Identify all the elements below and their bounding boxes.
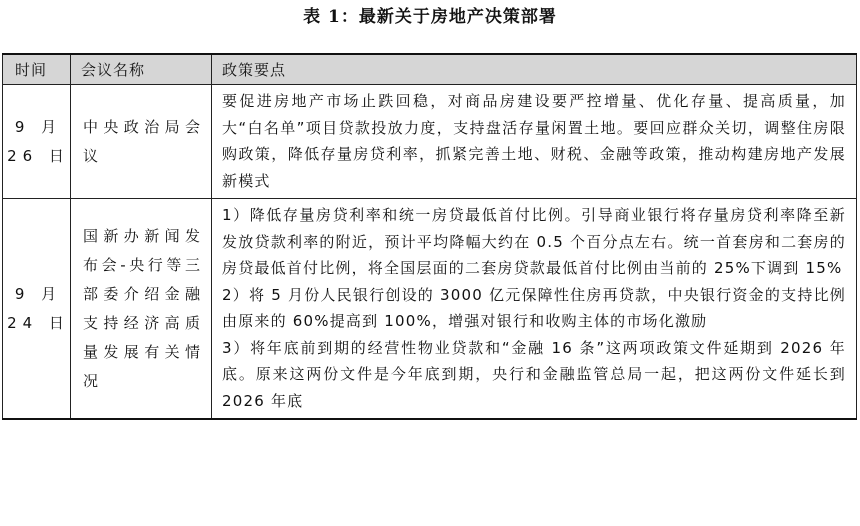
policy-point: 2）将 5 月份人民银行创设的 3000 亿元保障性住房再贷款，中央银行资金的支持比例由原来的 60%提高到 100%，增强对银行和收购主体的市场化激励 xyxy=(222,285,846,330)
row-meeting-name: 国新办新闻发布会-央行等三部委介绍金融支持经济高质量发展有关情况 xyxy=(71,199,212,420)
row-date: 9 月 24 日 xyxy=(3,199,71,420)
policy-point: 1）降低存量房贷利率和统一房贷最低首付比例。引导商业银行将存量房贷利率降至新发放贷款利率的附近，预计平均降幅大约在 0.5 个百分点左右。统一首套房和二套房的房贷最低首付比例，将全国层面的二套房贷款最低首付比例由当前的 25%下调到 15% xyxy=(222,206,846,277)
row-policy-points xyxy=(212,199,857,420)
row-meeting-name: 中央政治局会议 xyxy=(71,85,212,199)
header-meeting-name: 会议名称 xyxy=(71,54,212,85)
table-body xyxy=(3,85,857,420)
policy-table xyxy=(2,53,857,420)
header-policy-points: 政策要点 xyxy=(212,54,857,85)
table-caption: 表 1：最新关于房地产决策部署 xyxy=(303,7,557,27)
row-policy-points xyxy=(212,85,857,199)
table-header xyxy=(3,54,857,85)
policy-point: 要促进房地产市场止跌回稳，对商品房建设要严控增量、优化存量、提高质量，加大“白名单”项目贷款投放力度，支持盘活存量闲置土地。要回应群众关切，调整住房限购政策，降低存量房贷利率，抓紧完善土地、财税、金融等政策，推动构建房地产发展新模式 xyxy=(222,92,846,190)
header-row xyxy=(3,54,857,85)
table-row xyxy=(3,199,857,420)
header-time: 时间 xyxy=(3,54,71,85)
row-date: 9 月 26 日 xyxy=(3,85,71,199)
policy-point: 3）将年底前到期的经营性物业贷款和“金融 16 条”这两项政策文件延期到 2026 年底。原来这两份文件是今年底到期，央行和金融监管总局一起，把这两份文件延长到 2026 年底 xyxy=(222,338,846,410)
table-row xyxy=(3,85,857,199)
